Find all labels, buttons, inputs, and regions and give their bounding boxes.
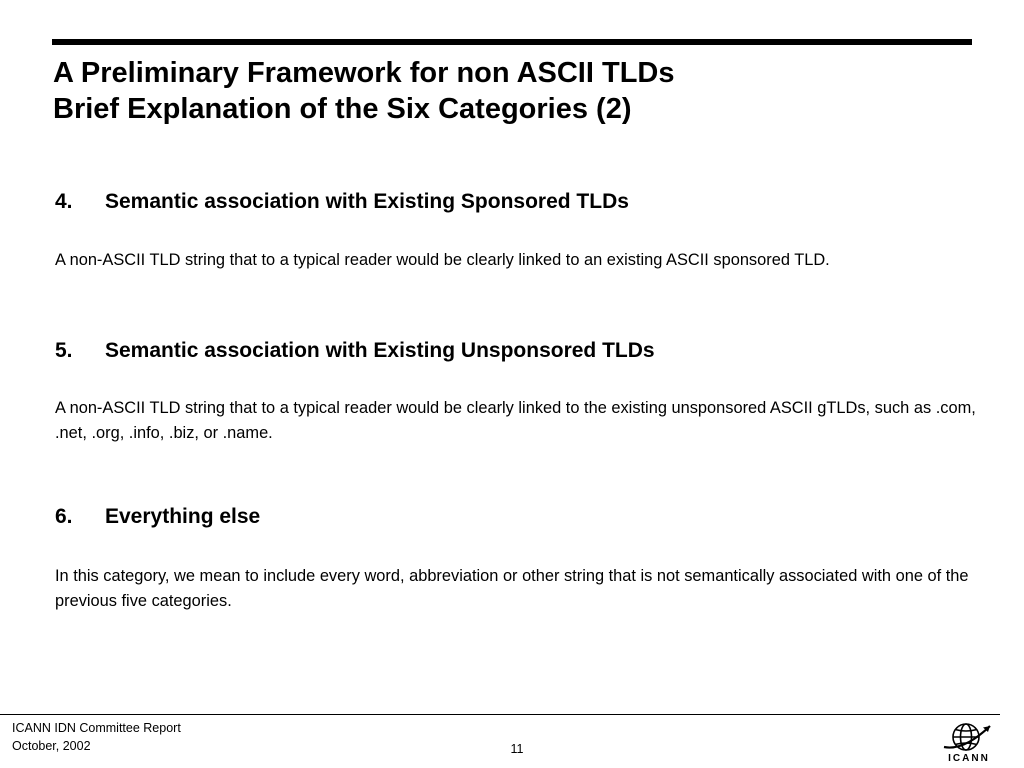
category-section-6 bbox=[55, 504, 1000, 614]
section-heading bbox=[55, 338, 1000, 364]
section-body: A non-ASCII TLD string that to a typical reader would be clearly linked to the existing unsponsored ASCII gTLDs, such as .com, .net, .org, .info, .biz, or .name. bbox=[55, 399, 976, 442]
footer-report-name: ICANN IDN Committee Report bbox=[12, 721, 181, 735]
section-body: A non-ASCII TLD string that to a typical reader would be clearly linked to an existing ASCII sponsored TLD. bbox=[55, 251, 830, 269]
slide-title-line-1: A Preliminary Framework for non ASCII TLDs bbox=[53, 57, 675, 89]
page-number: 11 bbox=[510, 742, 524, 756]
footer-date: October, 2002 bbox=[12, 739, 91, 753]
section-heading-text: Everything else bbox=[105, 505, 261, 528]
section-heading bbox=[55, 504, 1000, 530]
section-number: 4. bbox=[55, 190, 73, 213]
slide-title-line-2: Brief Explanation of the Six Categories (2) bbox=[53, 93, 632, 125]
footer-divider bbox=[0, 714, 1000, 715]
category-section-4 bbox=[55, 189, 1000, 273]
section-number: 6. bbox=[55, 505, 73, 528]
category-section-5 bbox=[55, 338, 1000, 446]
section-body: In this category, we mean to include every word, abbreviation or other string that is not semantically associated with one of the previous five categories. bbox=[55, 567, 969, 610]
footer-info bbox=[12, 719, 181, 755]
icann-logo bbox=[938, 720, 1000, 766]
section-heading-text: Semantic association with Existing Unsponsored TLDs bbox=[105, 339, 655, 362]
globe-icon bbox=[938, 720, 1000, 754]
section-heading-text: Semantic association with Existing Sponsored TLDs bbox=[105, 190, 629, 213]
slide-title bbox=[53, 55, 993, 127]
logo-wordmark: ICANN bbox=[948, 753, 990, 764]
top-divider bbox=[52, 39, 972, 45]
section-number: 5. bbox=[55, 339, 73, 362]
section-heading bbox=[55, 189, 1000, 215]
